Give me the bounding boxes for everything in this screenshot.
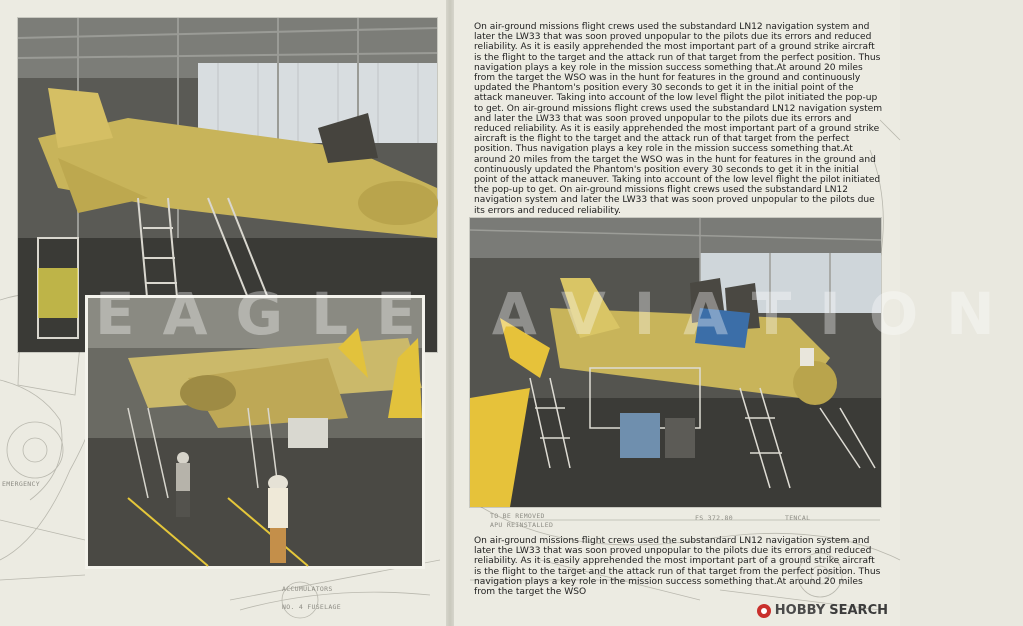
body-text-top: On air-ground missions flight crews used the substandard LN12 navigation system and later the LW33 that was soon proved unpopular to the pilots due its errors and reduced reliability. As it is easily apprehended the most important part of a ground strike aircraft is the flight to the target and the attack run of that target from the perfect position. Thus navigation plays a key role in the mission success something that.At around 20 miles from the target the WSO was in the hunt for features in the ground and continuously updated the Phantom's position every 30 seconds to get it in the initial point of the attack maneuver. Taking into account of the low level flight the pilot initiated the pop-up to get. On air-ground missions flight crews used the substandard LN12 navigation system and later the LW33 that was soon proved unpopular to the pilots due its errors and reduced reliability. As it is easily apprehended the most important part of a ground strike aircraft is the flight to the target and the attack run of that target from the perfect position. Thus navigation plays a key role in the mission success something that.At around 20 miles from the target the WSO was in the hunt for features in the ground and continuously updated the Phantom's position every 30 seconds to get it in the initial point of the attack maneuver. Taking into account of the low level flight the pilot initiated the pop-up to get. On air-ground missions flight crews used the substandard LN12 navigation system and later the LW33 that was soon proved unpopular to the pilots due its errors and reduced reliability. bbox=[474, 22, 883, 216]
photo-work-stands bbox=[470, 218, 881, 507]
hobby-search-logo bbox=[757, 603, 888, 618]
drawing-label-removed: TO BE REMOVED bbox=[490, 512, 545, 520]
body-text-bottom: On air-ground missions flight crews used the substandard LN12 navigation system and later the LW33 that was soon proved unpopular to the pilots due its errors and reduced reliability. As it is easily apprehended the most important part of a ground strike aircraft is the flight to the target and the attack run of that target from the perfect position. Thus navigation plays a key role in the mission success something that.At around 20 miles from the target the WSO bbox=[474, 536, 881, 598]
drawing-label-emergency: EMERGENCY bbox=[2, 480, 40, 488]
drawing-label-fuselage: NO. 4 FUSELAGE bbox=[282, 603, 341, 611]
drawing-label-tencal: TENCAL bbox=[785, 514, 811, 522]
drawing-label-fs: FS 372.80 bbox=[695, 514, 733, 522]
drawing-label-accumulators: ACCUMULATORS bbox=[282, 585, 333, 593]
photo-overhaul-line bbox=[88, 298, 422, 566]
watermark: EAGLE AVIATION bbox=[95, 280, 1023, 348]
brand-mark-icon bbox=[757, 604, 771, 618]
brand-suffix: SEARCH bbox=[829, 603, 888, 618]
brand-name: HOBBY bbox=[774, 603, 826, 618]
drawing-label-apu-reinstalled: APU REINSTALLED bbox=[490, 521, 554, 529]
